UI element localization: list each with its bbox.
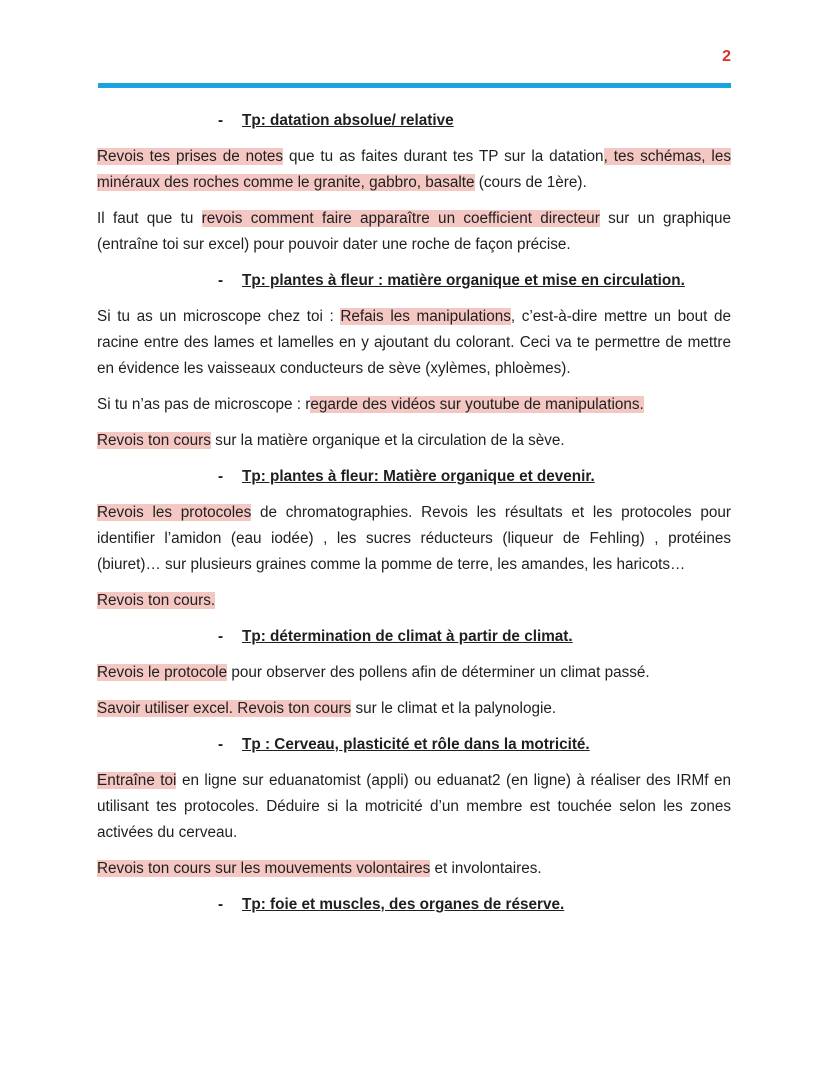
- highlighted-text: Savoir utiliser excel. Revois ton cours: [97, 700, 352, 717]
- heading-bullet: -: [218, 272, 224, 289]
- heading-bullet: -: [218, 896, 224, 913]
- highlighted-text: egarde des vidéos sur youtube de manipulations.: [310, 396, 644, 413]
- text-segment: Si tu as un microscope chez toi :: [97, 308, 341, 325]
- section-heading: [97, 108, 731, 134]
- paragraph: [97, 304, 731, 382]
- text-segment: que tu as faites durant tes TP sur la datation: [283, 148, 604, 165]
- highlighted-text: Revois les protocoles: [97, 504, 252, 521]
- heading-text: Tp: détermination de climat à partir de climat.: [242, 628, 573, 645]
- heading-text: Tp: foie et muscles, des organes de réserve.: [242, 896, 565, 913]
- paragraph: [97, 856, 731, 882]
- section-heading: [97, 624, 731, 650]
- section-heading: [97, 268, 731, 294]
- section-heading: [97, 732, 731, 758]
- paragraph: [97, 588, 731, 614]
- text-segment: sur un graphique (entraîne toi sur excel) pour pouvoir dater une roche de façon précise.: [97, 210, 732, 253]
- heading-text: Tp: plantes à fleur : matière organique et mise en circulation.: [242, 272, 685, 289]
- heading-text: Tp: datation absolue/ relative: [242, 112, 454, 129]
- highlighted-text: Revois le protocole: [97, 664, 228, 681]
- heading-text: Tp : Cerveau, plasticité et rôle dans la motricité.: [242, 736, 590, 753]
- paragraph: [97, 660, 731, 686]
- text-segment: sur le climat et la palynologie.: [351, 700, 557, 717]
- highlighted-text: , tes schémas, les minéraux des roches comme le granite, gabbro, basalte: [97, 148, 731, 191]
- paragraph: [97, 768, 731, 846]
- paragraph: [97, 696, 731, 722]
- header-rule: [98, 83, 731, 88]
- highlighted-text: Revois ton cours: [97, 432, 211, 449]
- paragraph: [97, 206, 731, 258]
- paragraph: [97, 144, 731, 196]
- highlighted-text: Revois ton cours sur les mouvements volontaires: [97, 860, 431, 877]
- highlighted-text: Entraîne toi: [97, 772, 177, 789]
- section-heading: [97, 464, 731, 490]
- paragraph: [97, 392, 731, 418]
- text-segment: sur la matière organique et la circulation de la sève.: [210, 432, 565, 449]
- text-segment: , c’est-à-dire mettre un bout de racine entre des lames et lamelles en y ajoutant du colorant. Ceci va te permettre de mettre en évidence les vaisseaux conducteurs de sève (xylèmes, phloèmes).: [97, 308, 731, 377]
- paragraph: [97, 428, 731, 454]
- highlighted-text: revois comment faire apparaître un coefficient directeur: [201, 210, 600, 227]
- heading-bullet: -: [218, 468, 224, 485]
- text-segment: Si tu n’as pas de microscope : r: [97, 396, 311, 413]
- text-segment: de chromatographies. Revois les résultats et les protocoles pour identifier l’amidon (eau iodée) , les sucres réducteurs (liqueur de Fehling) , protéines (biuret)… sur plusieurs graines comme la pomme de terre, les amandes, les haricots…: [97, 504, 732, 573]
- heading-bullet: -: [218, 736, 224, 753]
- highlighted-text: Refais les manipulations: [340, 308, 511, 325]
- highlighted-text: Revois ton cours.: [97, 592, 216, 609]
- paragraph: [97, 500, 731, 578]
- heading-text: Tp: plantes à fleur: Matière organique et devenir.: [242, 468, 595, 485]
- text-segment: (cours de 1ère).: [474, 174, 587, 191]
- page-number: 2: [722, 48, 731, 65]
- text-segment: en ligne sur eduanatomist (appli) ou eduanat2 (en ligne) à réaliser des IRMf en utilisant tes protocoles. Déduire si la motricité d’un membre est touchée selon les zones activées du cerveau.: [97, 772, 732, 841]
- section-heading: [97, 892, 731, 918]
- document-body: [97, 108, 731, 928]
- heading-bullet: -: [218, 628, 224, 645]
- text-segment: et involontaires.: [430, 860, 542, 877]
- text-segment: pour observer des pollens afin de déterminer un climat passé.: [227, 664, 650, 681]
- text-segment: Il faut que tu: [97, 210, 202, 227]
- highlighted-text: Revois tes prises de notes: [97, 148, 284, 165]
- heading-bullet: -: [218, 112, 224, 129]
